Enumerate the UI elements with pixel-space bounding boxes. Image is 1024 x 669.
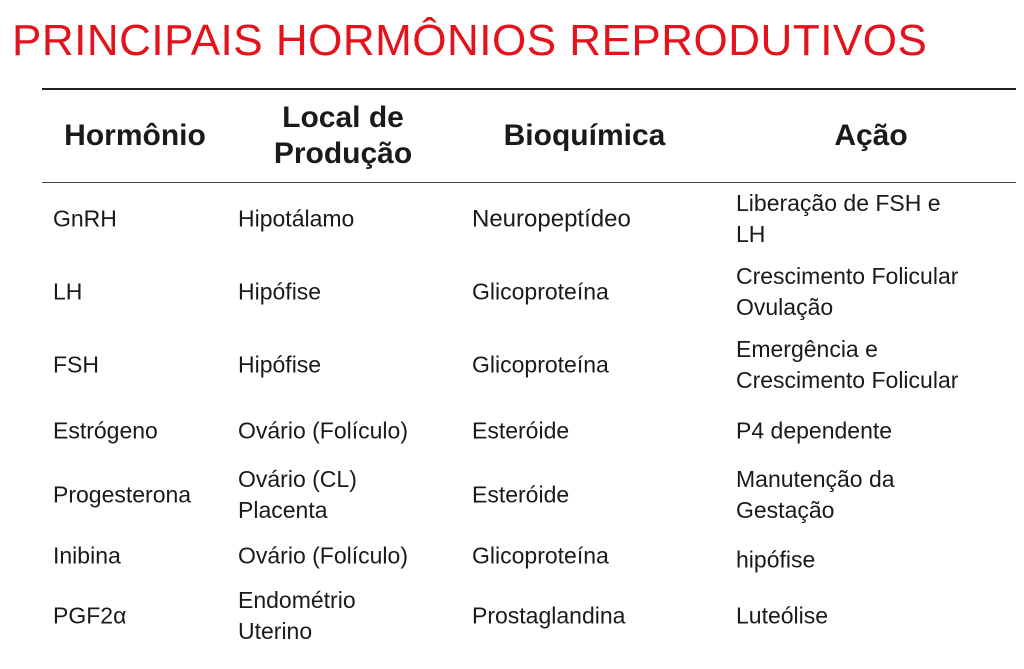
header-acao	[736, 118, 1006, 154]
cell-line: Progesterona	[53, 481, 192, 508]
cell-local	[238, 464, 357, 526]
cell-line: Esteróide	[472, 481, 570, 508]
cell-acao	[736, 601, 828, 632]
page-title: PRINCIPAIS HORMÔNIOS REPRODUTIVOS	[12, 16, 928, 65]
cell-line: GnRH	[53, 205, 117, 232]
cell-hormonio	[53, 541, 121, 572]
cell-line: Esteróide	[472, 417, 570, 444]
cell-hormonio	[53, 480, 191, 511]
cell-acao	[736, 464, 895, 526]
cell-bioquimica	[472, 277, 609, 308]
cell-line: Endométrio	[238, 587, 356, 613]
cell-line: Ovulação	[736, 294, 834, 320]
table-row	[42, 462, 1016, 528]
table-row	[42, 583, 1016, 649]
cell-hormonio	[53, 416, 158, 447]
table-row	[42, 409, 1016, 453]
cell-local	[238, 416, 408, 447]
cell-bioquimica	[472, 350, 609, 381]
cell-line: Luteólise	[736, 602, 829, 629]
cell-line: P4 dependente	[736, 417, 893, 444]
cell-line: Glicoproteína	[472, 542, 609, 569]
cell-line: Ovário (CL)	[238, 466, 357, 492]
cell-hormonio	[53, 350, 99, 381]
cell-local	[238, 277, 321, 308]
cell-bioquimica	[472, 480, 569, 511]
cell-bioquimica	[472, 601, 625, 632]
table-row	[42, 534, 1016, 578]
cell-hormonio	[53, 204, 117, 235]
table-row	[42, 186, 1016, 252]
header-hormonio	[42, 118, 228, 154]
cell-line: LH	[53, 278, 83, 305]
header-local-de-producao	[238, 100, 448, 172]
cell-local	[238, 541, 408, 572]
cell-local	[238, 585, 356, 647]
header-line: Bioquímica	[503, 119, 666, 152]
header-line: Ação	[834, 119, 908, 152]
cell-line: Glicoproteína	[472, 278, 609, 305]
cell-line: Prostaglandina	[472, 602, 626, 629]
header-divider	[42, 182, 1016, 183]
table-row	[42, 332, 1016, 398]
cell-line: Estrógeno	[53, 417, 158, 444]
cell-line: LH	[736, 221, 766, 247]
cell-acao	[736, 261, 958, 323]
table-top-rule	[42, 88, 1016, 90]
cell-acao	[736, 188, 941, 250]
cell-bioquimica	[472, 416, 569, 447]
cell-acao	[736, 334, 958, 396]
cell-line: Hipotálamo	[238, 205, 355, 232]
header-line: Local de	[282, 101, 404, 134]
cell-line: Manutenção da	[736, 466, 895, 492]
cell-line: PGF2α	[53, 602, 127, 629]
cell-line: Uterino	[238, 618, 313, 644]
cell-line: Crescimento Folicular	[736, 263, 959, 289]
table-row	[42, 259, 1016, 325]
cell-line: Crescimento Folicular	[736, 367, 959, 393]
cell-line: Inibina	[53, 542, 121, 569]
cell-line: Hipófise	[238, 351, 322, 378]
header-line: Produção	[273, 137, 413, 170]
cell-line: Placenta	[238, 497, 328, 523]
cell-line: Emergência e	[736, 336, 878, 362]
cell-hormonio	[53, 601, 126, 632]
header-bioquimica	[472, 118, 697, 154]
cell-local	[238, 350, 321, 381]
cell-acao	[736, 416, 892, 447]
cell-line: hipófise	[736, 546, 816, 573]
cell-bioquimica	[472, 541, 609, 572]
header-line: Hormônio	[64, 119, 206, 152]
cell-hormonio	[53, 277, 82, 308]
cell-line: Ovário (Folículo)	[238, 542, 408, 569]
cell-line: Liberação de FSH e	[736, 190, 941, 216]
cell-acao	[736, 545, 815, 576]
cell-line: FSH	[53, 351, 99, 378]
cell-line: Gestação	[736, 497, 835, 523]
cell-line: Neuropeptídeo	[472, 205, 631, 233]
cell-local	[238, 204, 354, 235]
cell-line: Hipófise	[238, 278, 322, 305]
cell-line: Ovário (Folículo)	[238, 417, 408, 444]
cell-bioquimica	[472, 204, 631, 235]
cell-line: Glicoproteína	[472, 351, 609, 378]
